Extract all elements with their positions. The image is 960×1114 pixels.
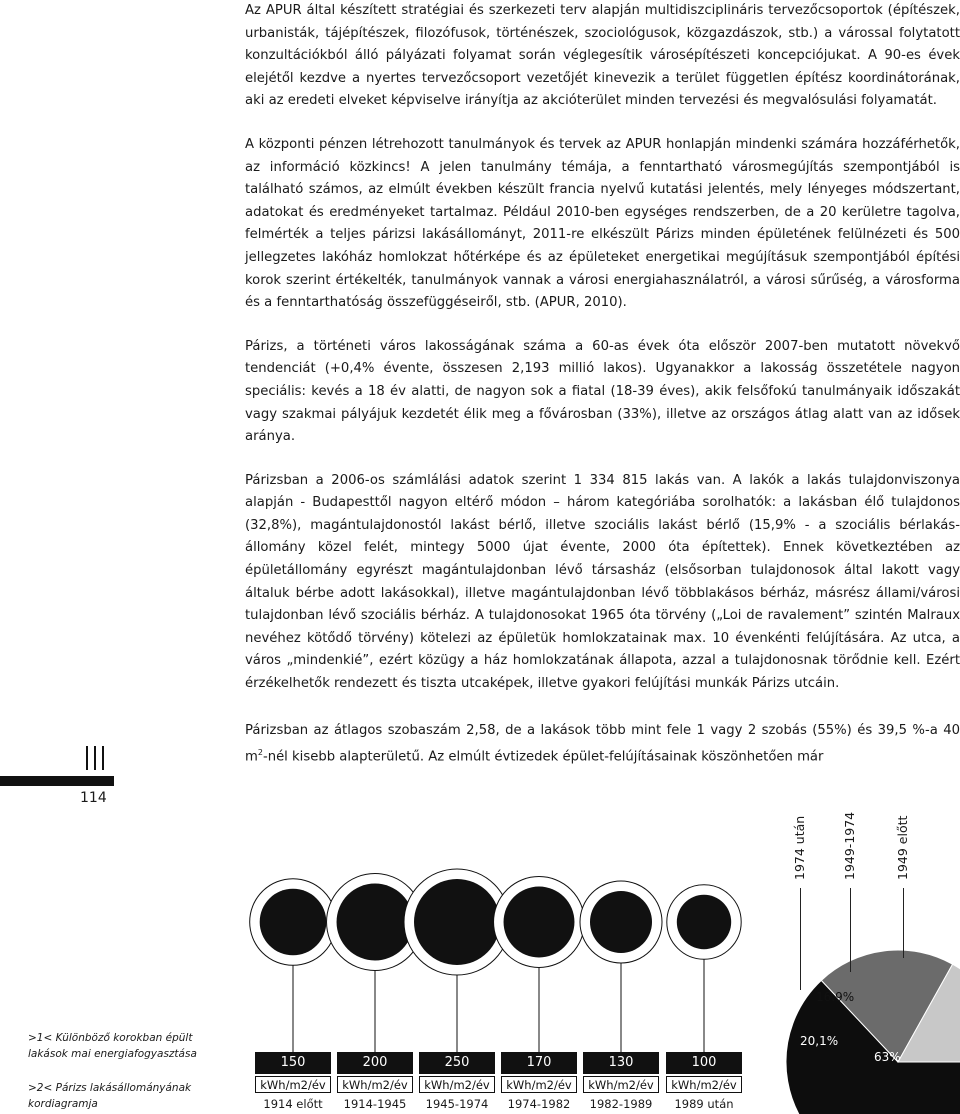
unit-label-1: kWh/m2/év (337, 1076, 413, 1093)
paragraph-1: Az APUR által készített stratégiai és szerkezeti terv alapján multidiszciplináris tervezőcsoportok (építészek, urbanisták, tájépítészek, filozófusok, történészek, szociológusok, közgazdászok, stb.) a várossal folytatott konzultációkból álló pályázati folyamat során véglegesítik városépítészeti koncepciójukat. A 90-es évek elejétől kezdve a nyertes tervezőcsoport vezetőjét kinevezik a terület független építész koordinátorának, aki az eredeti elveket képviselve irányítja az akcióterület minden tervezési és megvalósulási folyamatát. (245, 3, 960, 109)
unit-label-2: kWh/m2/év (419, 1076, 495, 1093)
value-label-3: 170 (501, 1052, 577, 1074)
period-label-5: 1989 után (674, 1097, 734, 1111)
legend-label-1: 1949-1974 (842, 811, 857, 880)
value-label-5: 100 (666, 1052, 742, 1074)
paragraph-2: A központi pénzen létrehozott tanulmányok és tervek az APUR honlapján mindenki számára hozzáférhetők, az információ közkincs! A jelen tanulmány témája, a fenntartható városmegújítás szempontjából is található számos, az elmúlt években készült francia nyelvű kutatási jelentés, mely lényeges módszertant, adatokat és eredményeket tartalmaz. Például 2010-ben egységes rendszerben, de a 20 kerületre tagolva, felmérték a teljes párizsi lakásállományt, 2011-re elkészült Párizs minden épületének felülnézeti és 500 jellegzetes lakóház homlokzat hőtérképe és az épületeket energetikai megújításuk szempontjából építési korok szerint értékelték, tanulmányok vannak a városi energiahasználatról, a városi sűrűség, a városforma és a fenntarthatóság összefüggéseiről, stb. (APUR, 2010). (245, 136, 960, 311)
paragraph-5-text-b: -nél kisebb alapterületű. Az elmúlt évtizedek épület-felújításainak köszönhetően már (262, 749, 824, 765)
period-label-1: 1914-1945 (343, 1097, 407, 1111)
paragraph-4: Párizsban a 2006-os számlálási adatok szerint 1 334 815 lakás van. A lakók a lakás tulajdonviszonya alapján - Budapesttől nagyon eltérő módon – három kategóriába sorolhatók: a lakásban élő tulajdonos (32,8%), magántulajdonostól lakást bérlő, illetve szociális lakást bérlő (15,9% - a szociális bérlakás-állomány közel felét, mintegy 5000 újat évente, 2000 óta építettek). Ennek következtében az épületállomány egyrészt magántulajdonban lévő társasház (elsősorban tulajdonosok által lakott vagy általuk bérbe adott lakásokkal), illetve magántulajdonban lévő többlakásos bérház, másrész állami/városi tulajdonban lévő szociális bérház. A tulajdonosokat 1965 óta törvény („Loi de ravalement” szintén Malraux nevéhez kötődő törvény) kötelezi az épületük homlokzatainak max. 10 évenkénti felújítására. Az utca, a város „mindenkié”, ezért közügy a ház homlokzatának állapota, azzal a tulajdonosnak törődnie kell. Ezért érzékelhetők rendezett és tiszta utcaképek, illetve gyakori felújítási munkák Párizs utcáin. (245, 472, 960, 692)
unit-label-0: kWh/m2/év (255, 1076, 331, 1093)
value-label-2: 250 (419, 1052, 495, 1074)
superscript-2: 2 (257, 748, 263, 758)
period-label-4: 1982-1989 (589, 1097, 653, 1111)
legend-label-2: 1974 után (792, 815, 807, 880)
period-label-3: 1974-1982 (507, 1097, 571, 1111)
bubble-2 (414, 879, 500, 965)
figure-1-caption: >1< Különböző korokban épült lakások mai energiafogyasztása (28, 1032, 197, 1060)
legend-line-0 (903, 888, 904, 958)
period-label-0: 1914 előtt (263, 1097, 323, 1111)
pie-label-1: 20,1% (800, 1034, 839, 1048)
legend-line-1 (850, 888, 851, 972)
bubble-3 (504, 887, 575, 958)
figure-2-caption: >2< Párizs lakásállományának kordiagramja (28, 1082, 192, 1110)
pie-label-2: 16.9% (816, 990, 855, 1004)
pie-label-0: 63% (874, 1050, 901, 1064)
legend-label-0: 1949 előtt (895, 815, 910, 880)
bubble-4 (590, 891, 652, 953)
legend-line-2 (800, 888, 801, 990)
value-label-0: 150 (255, 1052, 331, 1074)
unit-label-4: kWh/m2/év (583, 1076, 659, 1093)
value-label-4: 130 (583, 1052, 659, 1074)
bubble-1 (337, 884, 414, 961)
period-label-2: 1945-1974 (425, 1097, 489, 1111)
paragraph-3: Párizs, a történeti város lakosságának száma a 60-as évek óta először 2007-ben mutatott növekvő tendenciát (+0,4% évente, összesen 2,193 millió lakos). Ugyanakkor a lakosság összetétele nagyon speciális: kevés a 18 év alatti, de nagyon sok a fiatal (18-39 éves), akik felsőfokú tanulmányaik időszakát vagy szakmai pályájuk kezdetét élik meg a fővárosban (33%), illetve az országos átlag alatt van az idősek aránya. (245, 338, 960, 445)
unit-label-3: kWh/m2/év (501, 1076, 577, 1093)
paragraph-5-text-a: Párizsban az átlagos szobaszám 2,58, de a lakások több mint fele 1 vagy 2 szobás (55%) és 39,5 %-a 40 m (245, 722, 960, 765)
bubble-0 (260, 889, 327, 956)
page-number: 114 (80, 790, 107, 806)
bubble-5 (677, 895, 731, 949)
value-label-1: 200 (337, 1052, 413, 1074)
unit-label-5: kWh/m2/év (666, 1076, 742, 1093)
